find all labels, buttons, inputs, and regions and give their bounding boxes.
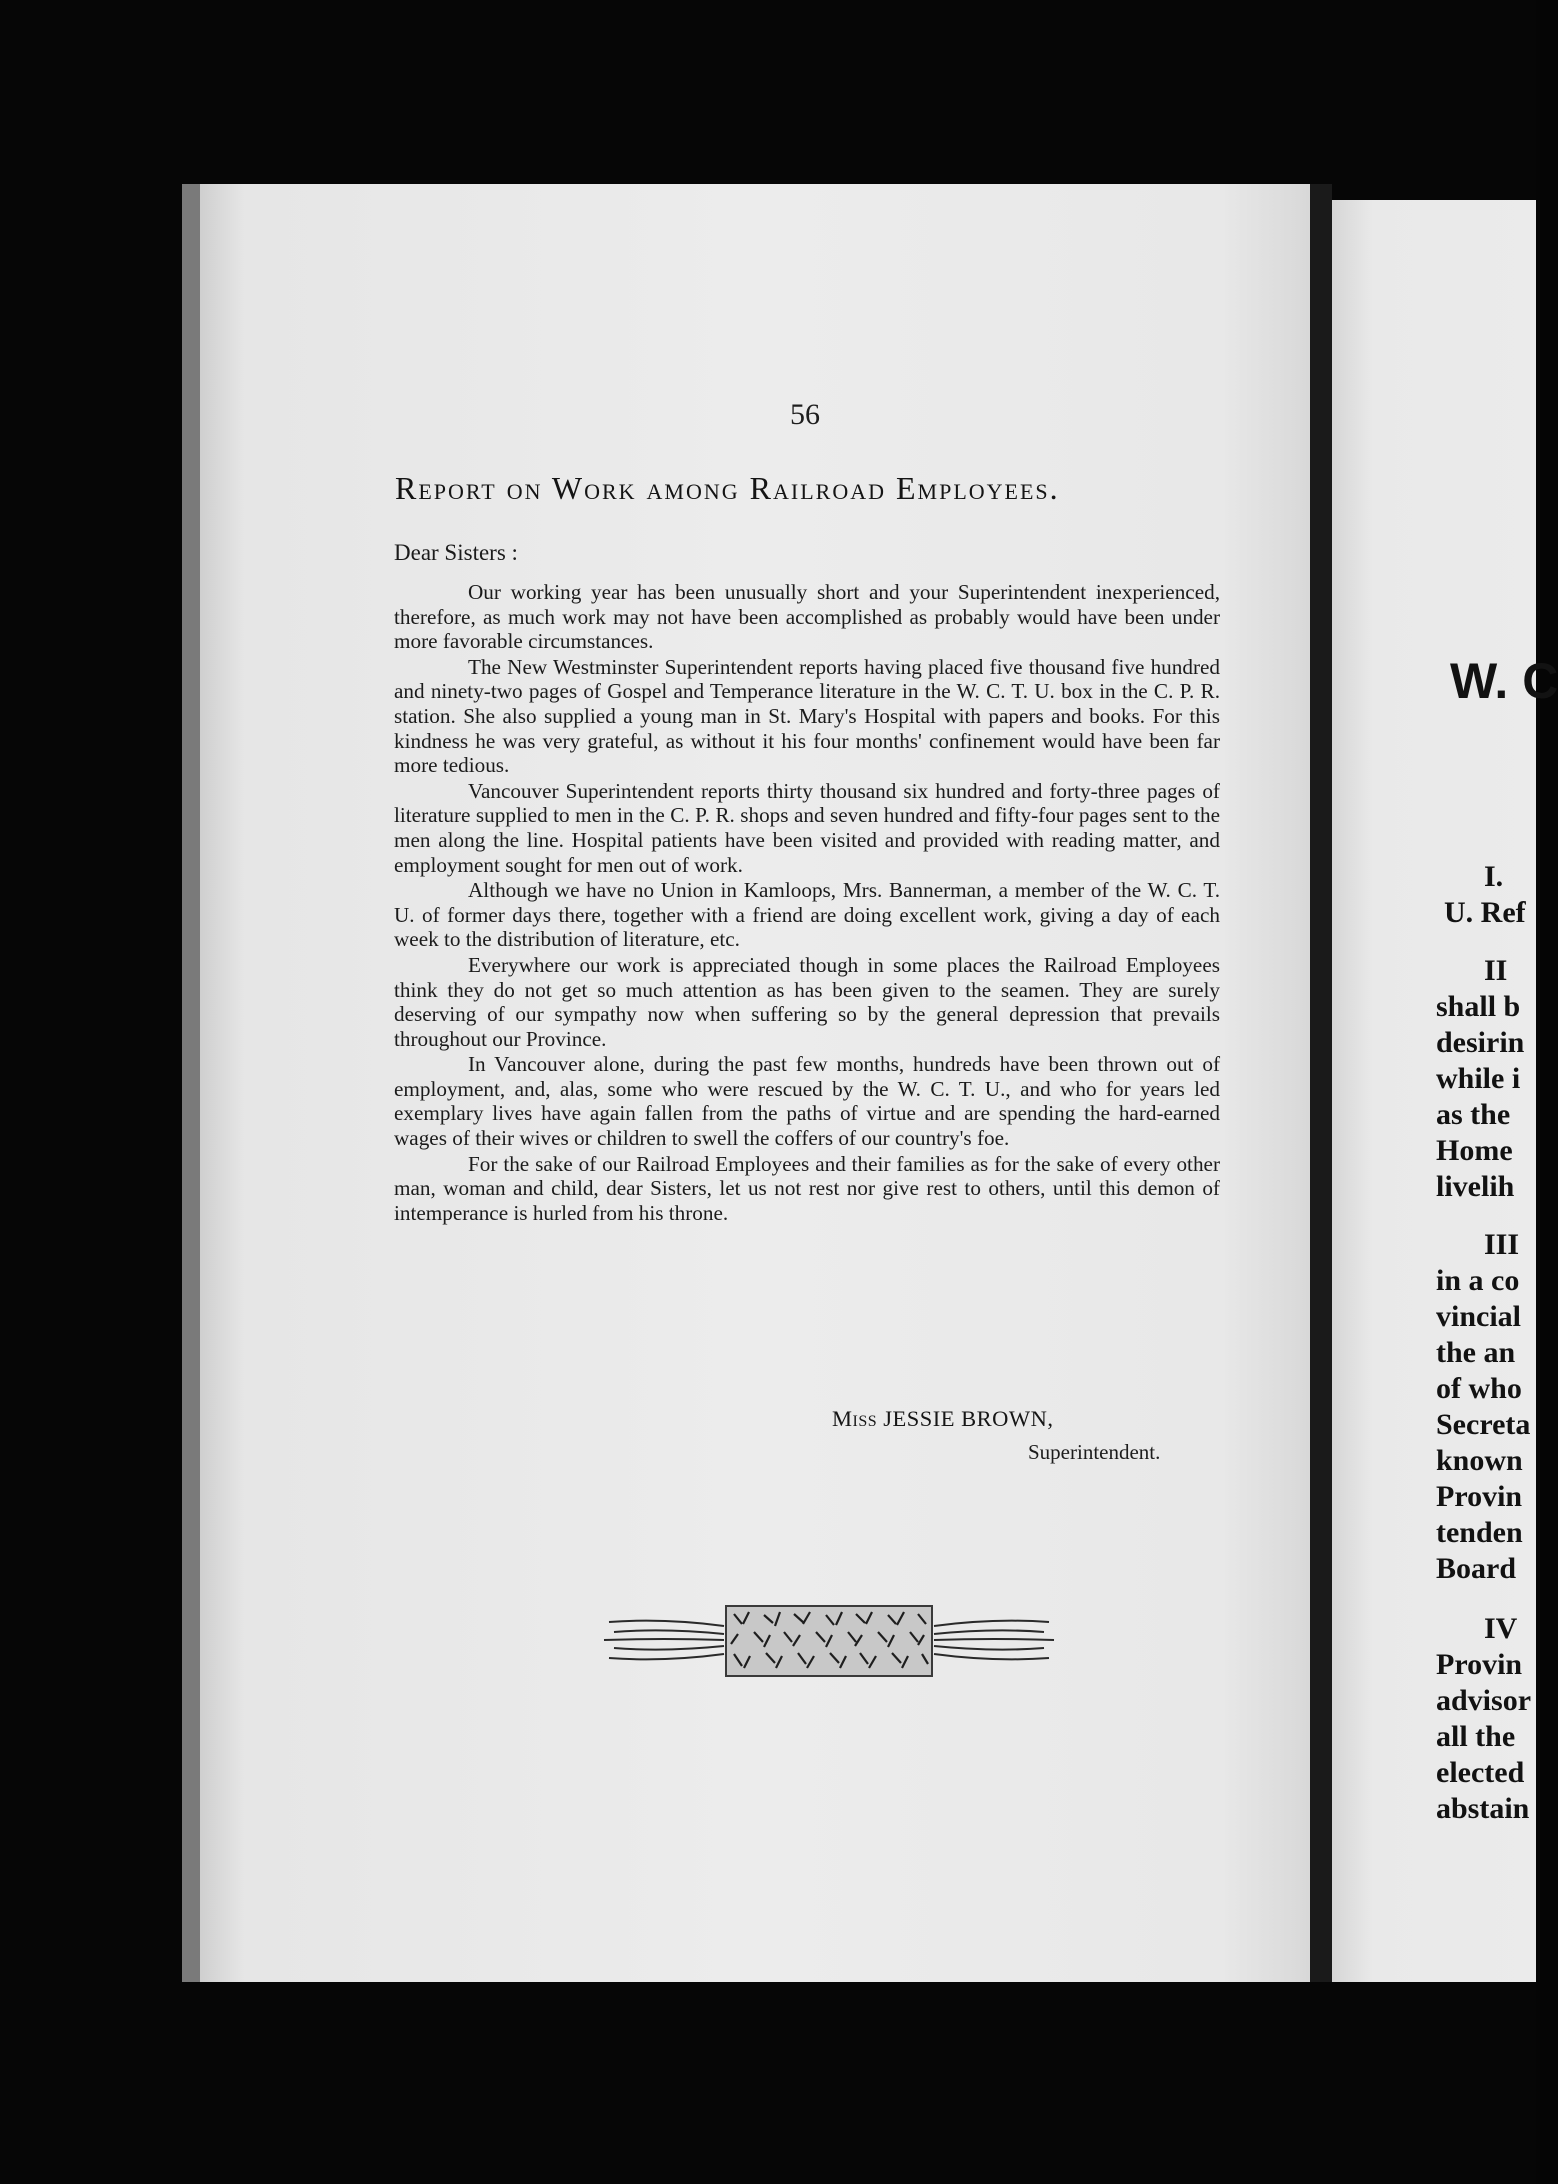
report-title: Report on Work among Railroad Employees. <box>395 470 1060 506</box>
right-page-line: while i <box>1436 1062 1521 1095</box>
paragraph: In Vancouver alone, during the past few months, hundreds have been thrown out of employment, and, alas, some who were rescued by the W. C. T. U., and who for years led exemplary lives have again fallen from the paths of virtue and are spending the hard-earned wages of their wives or children to swell the coffers of our country's foe. <box>394 1052 1220 1151</box>
right-page-line: vincial <box>1436 1300 1522 1333</box>
right-page-line: the an <box>1436 1336 1516 1369</box>
right-page-line: Secreta <box>1436 1408 1531 1441</box>
right-page-line: Provin <box>1436 1480 1523 1513</box>
right-page-line: desirin <box>1436 1026 1525 1059</box>
right-page-line: II <box>1484 954 1508 987</box>
paragraph: For the sake of our Railroad Employees and their families as for the sake of every other man, woman and child, dear Sisters, let us not rest nor give rest to others, until this demon of intemperance is hurled from his throne. <box>394 1151 1220 1225</box>
right-page-line: in a co <box>1436 1264 1520 1297</box>
right-page-line: IV <box>1484 1612 1518 1645</box>
paragraph: Our working year has been unusually short and your Superintendent inexperienced, therefore, as much work may not have been accomplished as probably would have been under more favorable circumstances. <box>394 580 1220 654</box>
right-page-line: of who <box>1436 1372 1522 1405</box>
right-page-line: U. Ref <box>1444 896 1526 929</box>
right-page-line: tenden <box>1436 1516 1523 1549</box>
right-page-line: Provin <box>1436 1648 1523 1681</box>
book-gutter <box>1310 184 1332 1982</box>
right-page-line: III <box>1484 1228 1520 1261</box>
paragraph: Although we have no Union in Kamloops, Mrs. Bannerman, a member of the W. C. T. U. of former days there, together with a friend are doing excellent work, giving a day of each week to the distribution of literature, etc. <box>394 878 1220 952</box>
right-page-line: advisor <box>1436 1684 1532 1717</box>
right-page-heading: W. C <box>1450 653 1558 709</box>
right-page-line: I. <box>1484 860 1504 893</box>
right-page-line: as the <box>1436 1098 1511 1131</box>
page-number: 56 <box>790 398 820 431</box>
right-page-line: livelih <box>1436 1170 1515 1203</box>
right-page <box>1332 200 1558 1982</box>
right-page-line: Home <box>1436 1134 1513 1167</box>
decorative-ornament <box>604 1600 1054 1680</box>
right-page-line: abstain <box>1436 1792 1530 1825</box>
salutation: Dear Sisters : <box>394 540 518 565</box>
right-page-line: elected <box>1436 1756 1525 1789</box>
right-page-line: known <box>1436 1444 1523 1477</box>
paragraph: Everywhere our work is appreciated though in some places the Railroad Employees think they do not get so much attention as has been given to the seamen. They are surely deserving of our sympathy now when suffering so by the general depression that prevails throughout our Province. <box>394 952 1220 1051</box>
right-page-line: Board <box>1436 1552 1517 1585</box>
signature-full-name: JESSIE BROWN, <box>883 1406 1054 1431</box>
paragraph: The New Westminster Superintendent reports having placed five thousand five hundred and ninety-two pages of Gospel and Temperance literature in the W. C. T. U. box in the C. P. R. station. She also supplied a young man in St. Mary's Hospital with papers and books. For this kindness he was very grateful, as without it his four months' confinement would have been far more tedious. <box>394 654 1220 778</box>
signature-prefix: Miss <box>832 1406 878 1431</box>
right-page-line: all the <box>1436 1720 1516 1753</box>
paragraph: Vancouver Superintendent reports thirty thousand six hundred and forty-three pages of literature supplied to men in the C. P. R. shops and seven hundred and fifty-four pages sent to the men along the line. Hospital patients have been visited and provided with reading matter, and employment sought for men out of work. <box>394 778 1220 877</box>
signature-title: Superintendent. <box>1028 1440 1161 1464</box>
report-body <box>394 580 1220 1226</box>
right-page-line: shall b <box>1436 990 1521 1023</box>
signature-name <box>832 1406 1054 1432</box>
